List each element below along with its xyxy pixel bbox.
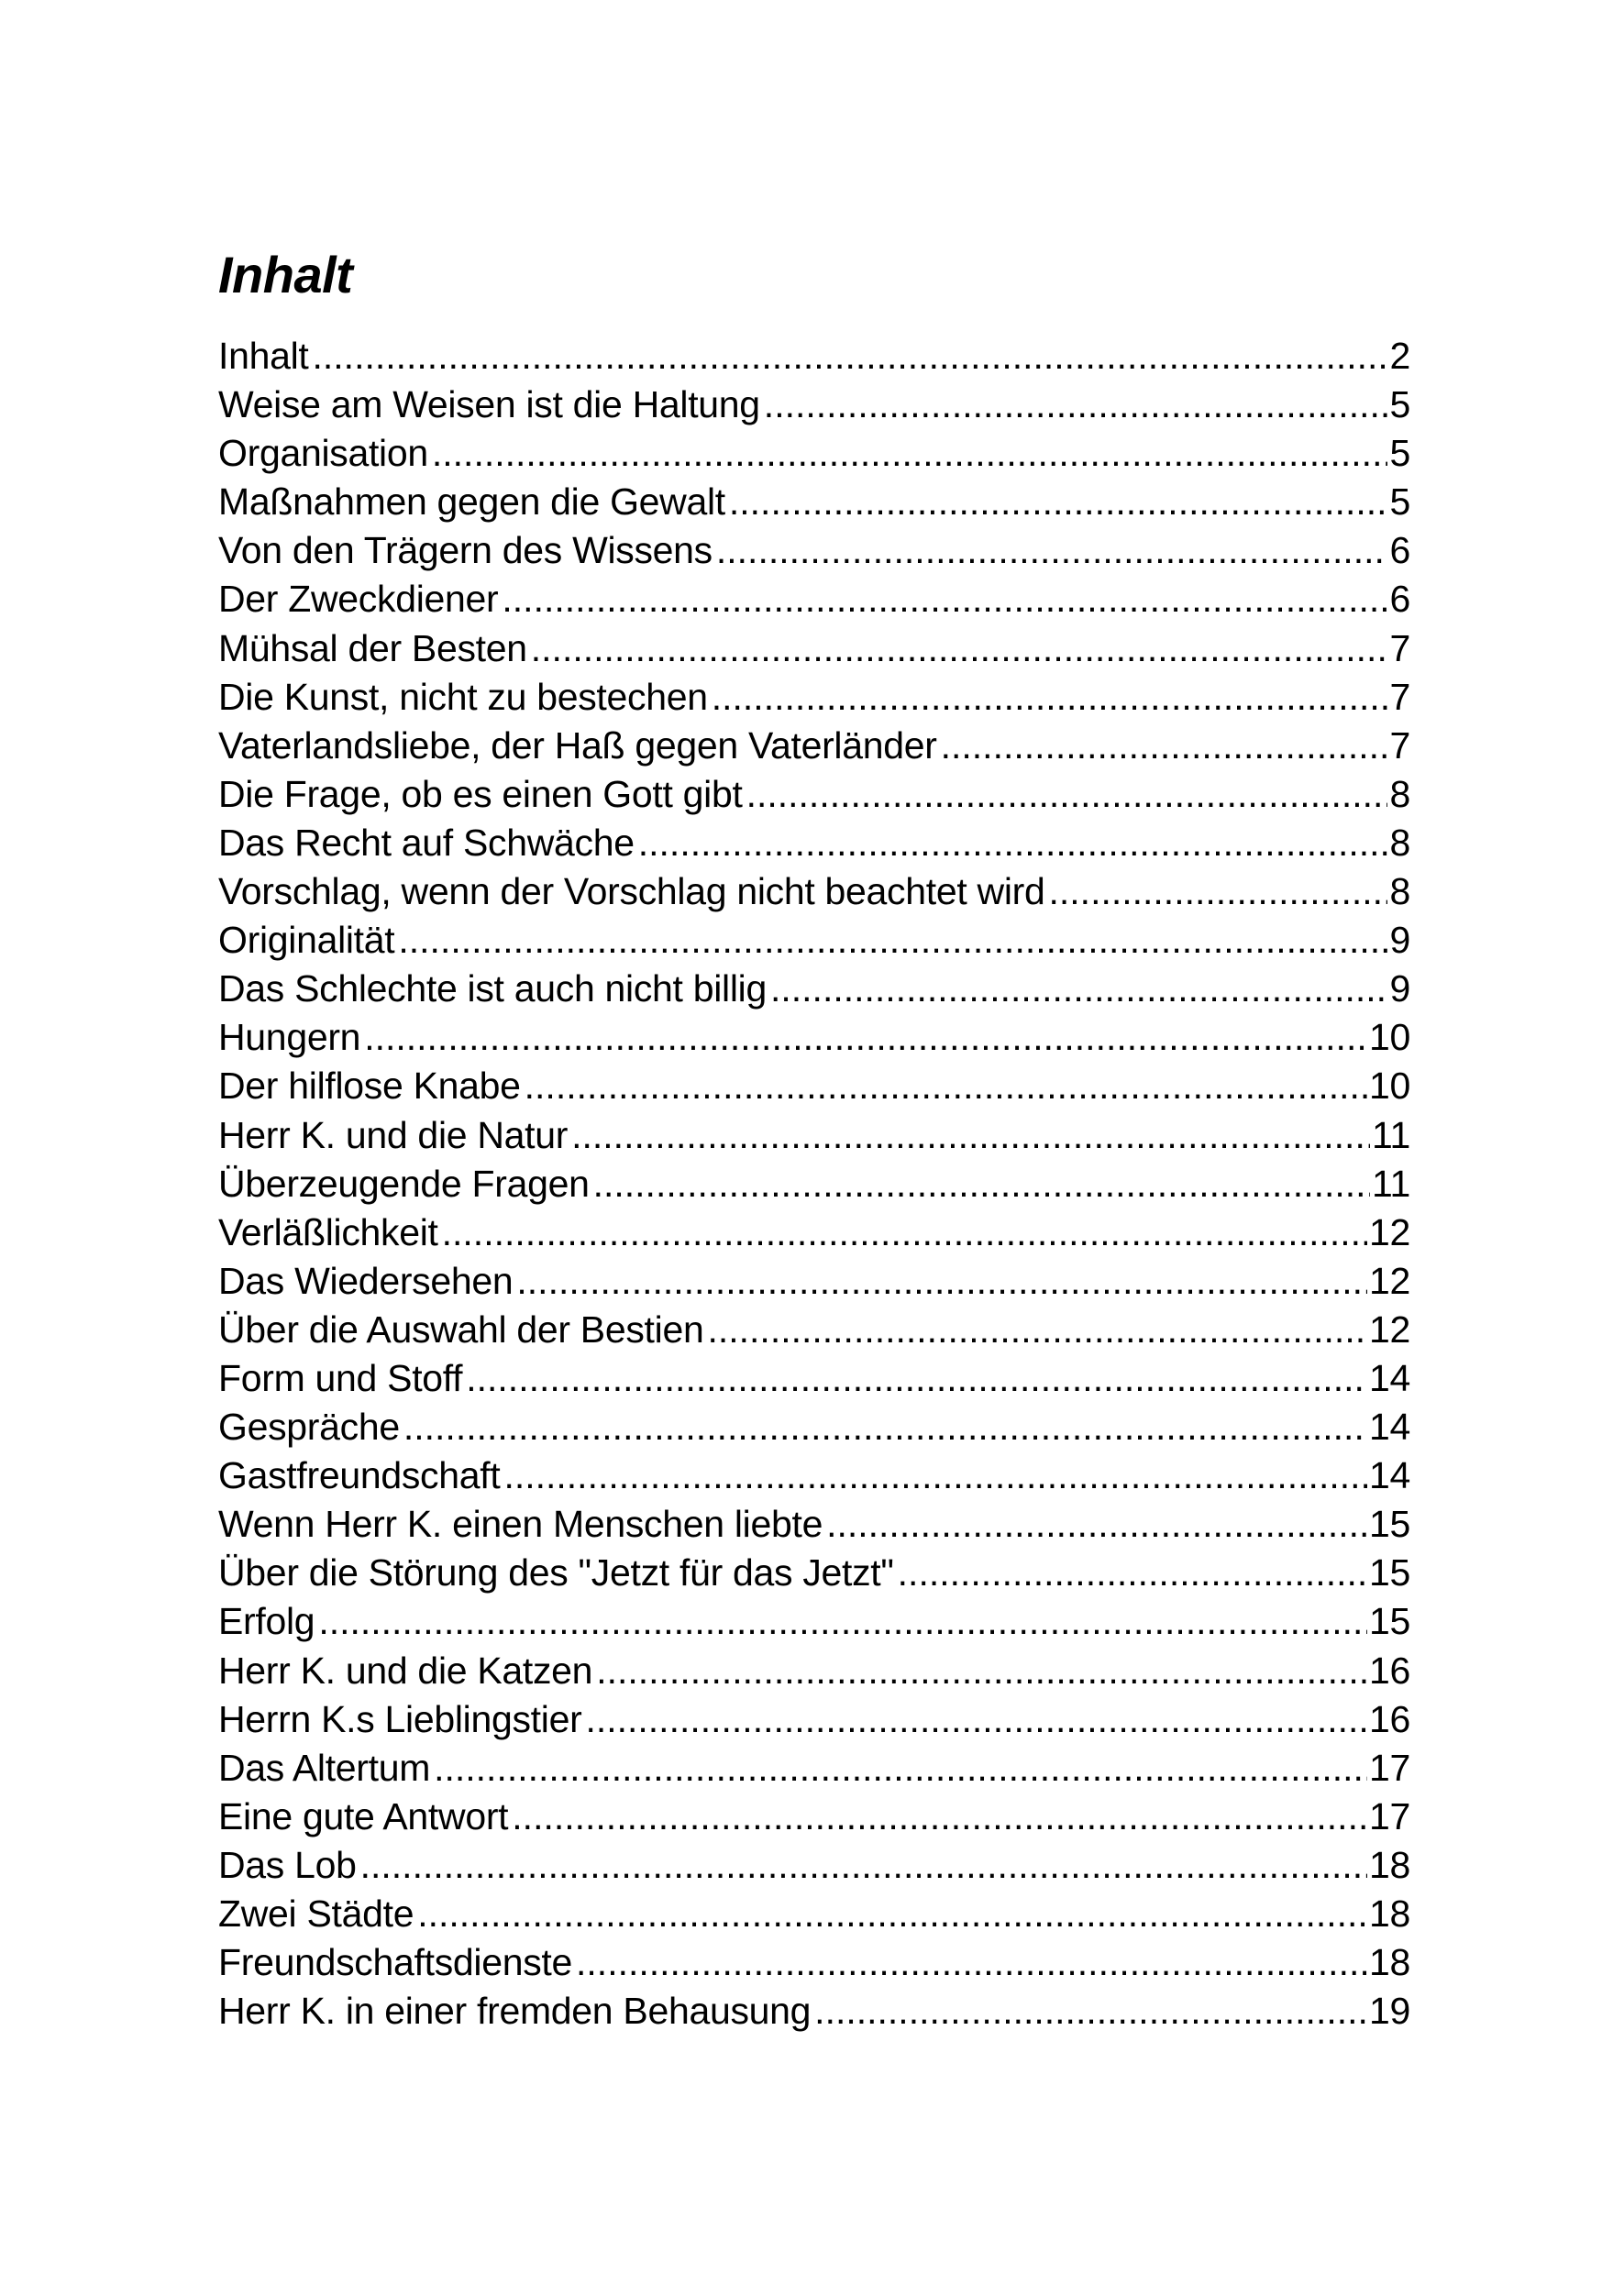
- dot-leader: [593, 1160, 1370, 1208]
- toc-entry-title: Weise am Weisen ist die Haltung: [218, 383, 760, 426]
- toc-page-number: 17: [1368, 1746, 1410, 1789]
- toc-entry-title: Der Zweckdiener: [218, 578, 499, 621]
- dot-leader: [512, 1793, 1367, 1841]
- dot-leader: [571, 1111, 1370, 1160]
- dot-leader: [770, 965, 1388, 1013]
- toc-entry-title: Über die Auswahl der Bestien: [218, 1308, 704, 1351]
- toc-entry: [218, 1987, 1410, 2036]
- dot-leader: [360, 1841, 1367, 1890]
- dot-leader: [417, 1890, 1367, 1938]
- toc-page-number: 19: [1368, 1990, 1410, 2033]
- dot-leader: [941, 722, 1388, 770]
- toc-entry-title: Erfolg: [218, 1600, 315, 1643]
- toc-entry-title: Der hilflose Knabe: [218, 1065, 521, 1108]
- dot-leader: [596, 1647, 1367, 1695]
- toc-entry-title: Inhalt: [218, 335, 309, 377]
- dot-leader: [398, 916, 1387, 965]
- toc-entry: [218, 1793, 1410, 1841]
- toc-page-number: 9: [1389, 919, 1410, 962]
- toc-entry: [218, 1549, 1410, 1597]
- toc-page-number: 9: [1389, 967, 1410, 1010]
- toc-page-number: 8: [1389, 772, 1410, 815]
- dot-leader: [585, 1695, 1367, 1744]
- toc-entry-title: Vaterlandsliebe, der Haß gegen Vaterländer: [218, 723, 937, 767]
- toc-page-number: 12: [1368, 1259, 1410, 1302]
- toc-page-number: 18: [1368, 1843, 1410, 1886]
- toc-page-number: 8: [1389, 821, 1410, 864]
- toc-page-number: 18: [1368, 1892, 1410, 1935]
- dot-leader: [432, 429, 1388, 478]
- dot-leader: [516, 1257, 1367, 1306]
- dot-leader: [826, 1500, 1367, 1549]
- toc-entry: [218, 478, 1410, 526]
- dot-leader: [502, 575, 1387, 623]
- toc-entry-title: Zwei Städte: [218, 1892, 414, 1935]
- dot-leader: [318, 1597, 1367, 1646]
- toc-entry: [218, 1890, 1410, 1938]
- toc-page-number: 5: [1389, 383, 1410, 426]
- toc-page-number: 18: [1368, 1941, 1410, 1984]
- dot-leader: [403, 1403, 1367, 1451]
- toc-page-number: 8: [1389, 870, 1410, 913]
- toc-entry-title: Das Wiedersehen: [218, 1259, 514, 1302]
- toc-entry: [218, 1695, 1410, 1744]
- toc-entry-title: Freundschaftsdienste: [218, 1941, 573, 1984]
- toc-page-number: 2: [1389, 335, 1410, 377]
- toc-page-number: 16: [1368, 1697, 1410, 1740]
- toc-page-number: 15: [1368, 1551, 1410, 1594]
- toc-entry-title: Die Kunst, nicht zu bestechen: [218, 675, 708, 718]
- toc-entry: [218, 673, 1410, 722]
- dot-leader: [525, 1062, 1367, 1110]
- toc-page-number: 5: [1389, 480, 1410, 524]
- toc-entry: [218, 624, 1410, 673]
- toc-entry-title: Überzeugende Fragen: [218, 1162, 590, 1205]
- toc-entry-title: Das Lob: [218, 1843, 357, 1886]
- toc-entry-title: Maßnahmen gegen die Gewalt: [218, 480, 725, 524]
- toc-entry-title: Form und Stoff: [218, 1356, 463, 1399]
- toc-page-number: 12: [1368, 1210, 1410, 1253]
- toc-entry: [218, 1500, 1410, 1549]
- toc-entry-title: Gastfreundschaft: [218, 1454, 501, 1497]
- toc-entry: [218, 381, 1410, 429]
- toc-entry-title: Herr K. in einer fremden Behausung: [218, 1990, 812, 2033]
- toc-page-number: 7: [1389, 675, 1410, 718]
- toc-page-number: 11: [1372, 1162, 1410, 1205]
- dot-leader: [729, 478, 1388, 526]
- dot-leader: [712, 673, 1388, 722]
- toc-entry: [218, 575, 1410, 623]
- toc-page-number: 5: [1389, 432, 1410, 475]
- toc-entry-title: Das Altertum: [218, 1746, 431, 1789]
- toc-entry: [218, 770, 1410, 819]
- dot-leader: [707, 1306, 1367, 1354]
- toc-entry: [218, 1451, 1410, 1500]
- toc-entry-title: Eine gute Antwort: [218, 1794, 509, 1837]
- toc-entry: [218, 526, 1410, 575]
- toc-page-number: 11: [1372, 1113, 1410, 1156]
- toc-entry: [218, 867, 1410, 916]
- toc-entry: [218, 722, 1410, 770]
- toc-entry: [218, 1160, 1410, 1208]
- dot-leader: [814, 1987, 1367, 2036]
- toc-entry: [218, 1597, 1410, 1646]
- dot-leader: [898, 1549, 1367, 1597]
- toc-entry-title: Von den Trägern des Wissens: [218, 529, 713, 572]
- toc-entry: [218, 332, 1410, 381]
- toc-entry-title: Vorschlag, wenn der Vorschlag nicht beachtet wird: [218, 870, 1045, 913]
- toc-entry: [218, 1403, 1410, 1451]
- toc-page-number: 12: [1368, 1308, 1410, 1351]
- dot-leader: [638, 819, 1388, 867]
- toc-entry: [218, 1257, 1410, 1306]
- toc-entry-title: Herrn K.s Lieblingstier: [218, 1697, 582, 1740]
- toc-page-number: 7: [1389, 626, 1410, 669]
- toc-entry-title: Das Recht auf Schwäche: [218, 821, 635, 864]
- toc-entry: [218, 1841, 1410, 1890]
- toc-entry: [218, 1647, 1410, 1695]
- toc-entry-title: Verläßlichkeit: [218, 1210, 438, 1253]
- toc-entry-title: Organisation: [218, 432, 428, 475]
- toc-page-number: 14: [1368, 1356, 1410, 1399]
- toc-entry-title: Die Frage, ob es einen Gott gibt: [218, 772, 743, 815]
- toc-entry: [218, 1062, 1410, 1110]
- toc-entry: [218, 916, 1410, 965]
- toc-page-number: 14: [1368, 1406, 1410, 1449]
- toc-entry-title: Mühsal der Besten: [218, 626, 527, 669]
- toc-entry-title: Das Schlechte ist auch nicht billig: [218, 967, 767, 1010]
- toc-entry: [218, 819, 1410, 867]
- toc-page-number: 6: [1389, 529, 1410, 572]
- toc-page-number: 7: [1389, 723, 1410, 767]
- dot-leader: [364, 1013, 1367, 1062]
- toc-entry-title: Gespräche: [218, 1406, 400, 1449]
- dot-leader: [442, 1208, 1367, 1257]
- dot-leader: [313, 332, 1388, 381]
- dot-leader: [1049, 867, 1388, 916]
- page-title: Inhalt: [218, 246, 353, 303]
- toc-entry: [218, 1208, 1410, 1257]
- toc-entry-title: Über die Störung des "Jetzt für das Jetzt": [218, 1551, 894, 1594]
- toc-entry: [218, 1354, 1410, 1403]
- dot-leader: [764, 381, 1388, 429]
- toc-entry: [218, 429, 1410, 478]
- toc-entry-title: Wenn Herr K. einen Menschen liebte: [218, 1503, 823, 1546]
- toc-entry: [218, 1306, 1410, 1354]
- dot-leader: [503, 1451, 1367, 1500]
- dot-leader: [434, 1744, 1367, 1793]
- dot-leader: [531, 624, 1388, 673]
- toc-entry-title: Herr K. und die Natur: [218, 1113, 569, 1156]
- toc-page-number: 10: [1368, 1065, 1410, 1108]
- toc-entry: [218, 965, 1410, 1013]
- toc-page-number: 15: [1368, 1503, 1410, 1546]
- toc-page-number: 14: [1368, 1454, 1410, 1497]
- toc-entry-title: Hungern: [218, 1016, 361, 1059]
- toc-page-number: 6: [1389, 578, 1410, 621]
- toc-page-number: 17: [1368, 1794, 1410, 1837]
- toc-entry-title: Herr K. und die Katzen: [218, 1649, 593, 1692]
- toc-entry: [218, 1111, 1410, 1160]
- dot-leader: [576, 1938, 1367, 1987]
- toc-entry: [218, 1938, 1410, 1987]
- toc-page-number: 15: [1368, 1600, 1410, 1643]
- toc-page-number: 16: [1368, 1649, 1410, 1692]
- toc-page-number: 10: [1368, 1016, 1410, 1059]
- table-of-contents: [218, 332, 1410, 2036]
- dot-leader: [716, 526, 1388, 575]
- toc-entry: [218, 1744, 1410, 1793]
- toc-entry: [218, 1013, 1410, 1062]
- toc-entry-title: Originalität: [218, 919, 395, 962]
- dot-leader: [466, 1354, 1367, 1403]
- dot-leader: [746, 770, 1388, 819]
